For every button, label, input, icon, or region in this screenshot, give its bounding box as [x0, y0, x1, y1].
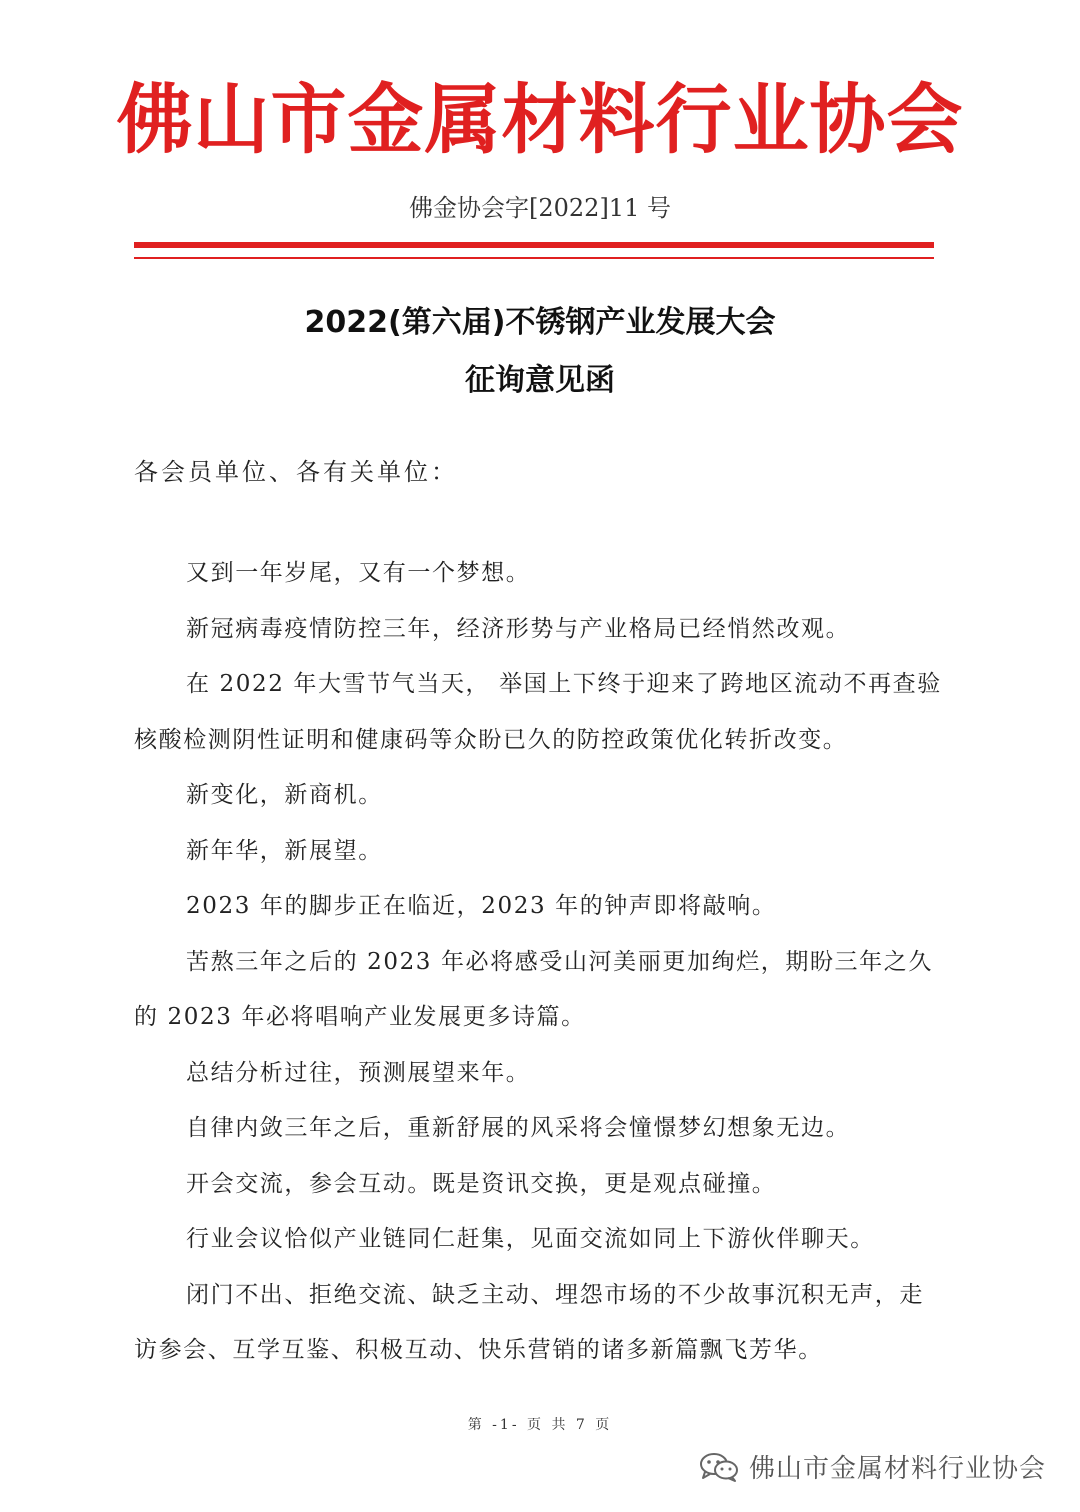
body-paragraph: 在 2022 年大雪节气当天， 举国上下终于迎来了跨地区流动不再查验核酸检测阴性证明和健康码等众盼已久的防控政策优化转折改变。 — [134, 671, 942, 753]
page-number-footer: 第 -1- 页 共 7 页 — [467, 1417, 613, 1433]
body-paragraph: 2023 年的脚步正在临近，2023 年的钟声即将敲响。 — [186, 893, 777, 919]
letter-body — [134, 546, 946, 1379]
body-paragraph: 开会交流，参会互动。既是资讯交换，更是观点碰撞。 — [186, 1170, 777, 1197]
body-paragraph: 总结分析过往，预测展望来年。 — [186, 1059, 531, 1086]
letter-subtitle: 征询意见函 — [465, 363, 615, 398]
watermark-account-name: 佛山市金属材料行业协会 — [748, 1454, 1046, 1484]
body-paragraph: 又到一年岁尾，又有一个梦想。 — [186, 560, 531, 586]
wechat-icon — [699, 1452, 739, 1482]
body-paragraph: 新变化，新商机。 — [186, 782, 383, 808]
body-paragraph: 新年华，新展望。 — [186, 837, 383, 864]
body-paragraph: 行业会议恰似产业链同仁赶集，见面交流如同上下游伙伴聊天。 — [186, 1226, 875, 1252]
letter-title: 2022(第六届)不锈钢产业发展大会 — [304, 305, 776, 340]
header-rule-thick — [134, 242, 934, 248]
body-paragraph: 新冠病毒疫情防控三年，经济形势与产业格局已经悄然改观。 — [186, 615, 851, 642]
header-rule-thin — [134, 257, 934, 259]
wechat-watermark — [699, 1448, 1046, 1485]
organization-title: 佛山市金属材料行业协会 — [116, 75, 964, 164]
document-number: 佛金协会字[2022]11 号 — [409, 194, 671, 222]
body-paragraph: 苦熬三年之后的 2023 年必将感受山河美丽更加绚烂，期盼三年之久的 2023 年必将唱响产业发展更多诗篇。 — [134, 948, 933, 1030]
body-paragraph: 自律内敛三年之后，重新舒展的风采将会憧憬梦幻想象无边。 — [186, 1115, 851, 1141]
salutation: 各会员单位、各有关单位： — [134, 458, 458, 486]
body-paragraph: 闭门不出、拒绝交流、缺乏主动、埋怨市场的不少故事沉积无声，走访参会、互学互鉴、积极互动、快乐营销的诸多新篇飘飞芳华。 — [134, 1281, 924, 1363]
